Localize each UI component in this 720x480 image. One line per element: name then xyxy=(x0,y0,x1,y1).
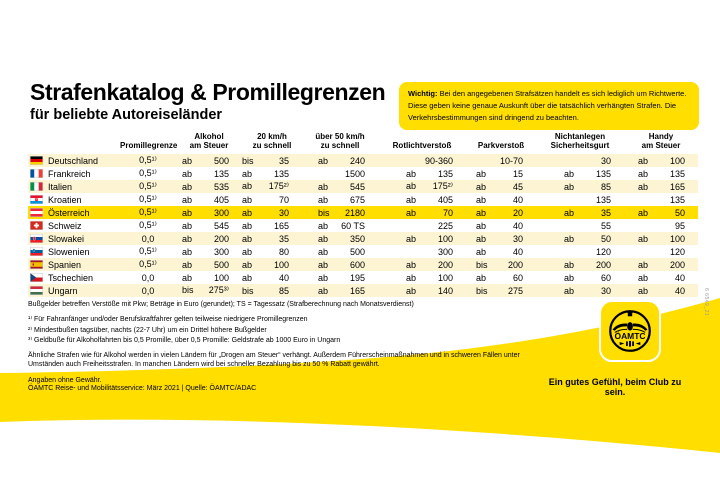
flag-icon-hr xyxy=(30,195,43,204)
important-notice-box xyxy=(399,82,699,130)
cell-country xyxy=(28,286,120,296)
cell-gurt: ab 50 xyxy=(564,233,611,244)
cell-promille: 0,5¹⁾ xyxy=(139,181,157,191)
cell-handy: ab 50 xyxy=(638,207,685,218)
table-row-ch xyxy=(28,219,698,232)
cell-alkohol: bis 275³⁾ xyxy=(182,285,229,295)
cell-kmh20: ab 70 xyxy=(242,194,289,205)
table-header-row xyxy=(28,124,698,152)
cell-handy: 120 xyxy=(669,246,685,257)
cell-country xyxy=(28,169,120,179)
cell-kmh20: bis 85 xyxy=(242,285,289,296)
cell-alkohol: ab 300 xyxy=(182,246,229,257)
column-header: Alkohol am Steuer xyxy=(189,131,229,151)
column-header: Rotlichtverstoß xyxy=(392,141,452,151)
table-row-es xyxy=(28,258,698,271)
table-row-hr xyxy=(28,193,698,206)
country-name: Tschechien xyxy=(48,272,94,283)
cell-promille: 0,5¹⁾ xyxy=(139,194,157,204)
cell-kmh50: ab 60 TS xyxy=(318,220,365,231)
table-row-sk xyxy=(28,232,698,245)
column-header: über 50 km/h zu schnell xyxy=(315,131,365,151)
cell-handy: ab 200 xyxy=(638,259,685,270)
cell-alkohol: ab 300 xyxy=(182,207,229,218)
cell-handy: ab 100 xyxy=(638,233,685,244)
cell-gurt: ab 60 xyxy=(564,272,611,283)
oeamtc-eagle-icon xyxy=(607,308,653,354)
flag-icon-ch xyxy=(30,221,43,230)
cell-alkohol: ab 405 xyxy=(182,194,229,205)
column-header: Nichtanlegen Sicherheitsgurt xyxy=(550,131,610,151)
cell-promille: 0,0 xyxy=(141,233,155,244)
cell-kmh20: ab 135 xyxy=(242,168,289,179)
cell-promille: 0,5¹⁾ xyxy=(139,259,157,269)
cell-country xyxy=(28,195,120,205)
country-name: Slowakei xyxy=(48,233,85,244)
cell-kmh50: ab 350 xyxy=(318,233,365,244)
footnote-3: ³⁾ Geldbuße für Alkoholfahrten bis 0,5 Promille, über 0,5 Promille: Geldstrafe ab 1000 Euro in Ungarn xyxy=(28,336,341,344)
cell-gurt: 135 xyxy=(595,194,611,205)
cell-promille: 0,5¹⁾ xyxy=(139,220,157,230)
country-name: Deutschland xyxy=(48,155,99,166)
cell-handy: 135 xyxy=(669,194,685,205)
cell-handy: ab 100 xyxy=(638,155,685,166)
footnote-intro: Bußgelder betreffen Verstöße mit Pkw; Beträge in Euro (gerundet); TS = Tagessatz (Strafberechnung nach Monatsverdienst) xyxy=(28,301,414,308)
cell-park: ab 20 xyxy=(476,207,523,218)
cell-kmh50: bis 2180 xyxy=(318,207,365,218)
cell-alkohol: ab 100 xyxy=(182,272,229,283)
flag-icon-at xyxy=(30,208,43,217)
cell-kmh50: ab 545 xyxy=(318,181,365,192)
country-name: Schweiz xyxy=(48,220,82,231)
cell-handy: ab 165 xyxy=(638,181,685,192)
column-header-country xyxy=(28,151,120,152)
cell-country xyxy=(28,156,120,166)
cell-promille: 0,5¹⁾ xyxy=(139,168,157,178)
cell-rotlicht: 300 xyxy=(437,246,453,257)
cell-promille: 0,5¹⁾ xyxy=(139,246,157,256)
page-subtitle: für beliebte Autoreiseländer xyxy=(30,107,223,124)
cell-handy: ab 135 xyxy=(638,168,685,179)
cell-rotlicht: ab 135 xyxy=(406,168,453,179)
cell-alkohol: ab 200 xyxy=(182,233,229,244)
table-row-de xyxy=(28,154,698,167)
column-header: Parkverstoß xyxy=(477,141,525,151)
cell-park: ab 60 xyxy=(476,272,523,283)
page-title: Strafenkatalog & Promillegrenzen xyxy=(30,79,386,105)
cell-kmh20: ab 35 xyxy=(242,233,289,244)
cell-country xyxy=(28,234,120,244)
cell-kmh20: bis 35 xyxy=(242,155,289,166)
footnote-1: ¹⁾ Für Fahranfänger und/oder Berufskraftfahrer gelten teilweise niedrigere Promillegrenzen xyxy=(28,316,308,324)
cell-country xyxy=(28,208,120,218)
cell-alkohol: ab 535 xyxy=(182,181,229,192)
notice-label: Wichtig: xyxy=(408,89,438,98)
flag-icon-hu xyxy=(30,286,43,295)
brand-slogan: Ein gutes Gefühl, beim Club zu sein. xyxy=(548,377,682,397)
cell-gurt: ab 135 xyxy=(564,168,611,179)
cell-kmh20: ab 40 xyxy=(242,272,289,283)
cell-park: bis 275 xyxy=(476,285,523,296)
country-name: Slowenien xyxy=(48,246,90,257)
cell-gurt: ab 200 xyxy=(564,259,611,270)
country-name: Kroatien xyxy=(48,194,82,205)
country-name: Ungarn xyxy=(48,285,78,296)
table-row-it xyxy=(28,180,698,193)
column-header: Handy am Steuer xyxy=(641,131,681,151)
table-row-cz xyxy=(28,271,698,284)
cell-kmh20: ab 175²⁾ xyxy=(242,181,289,191)
cell-rotlicht: 90-360 xyxy=(424,155,453,166)
disclaimer: Angaben ohne Gewähr. xyxy=(28,376,102,384)
cell-gurt: ab 85 xyxy=(564,181,611,192)
cell-kmh20: ab 100 xyxy=(242,259,289,270)
country-name: Spanien xyxy=(48,259,82,270)
column-header: Promillegrenze xyxy=(120,141,178,151)
cell-kmh20: ab 30 xyxy=(242,207,289,218)
cell-promille: 0,0 xyxy=(141,285,155,296)
cell-rotlicht: ab 100 xyxy=(406,233,453,244)
table-row-fr xyxy=(28,167,698,180)
cell-promille: 0,5¹⁾ xyxy=(139,155,157,165)
cell-kmh50: ab 500 xyxy=(318,246,365,257)
similar-penalties-paragraph: Ähnliche Strafen wie für Alkohol werden in vielen Ländern für „Drogen am Steuer“ verhängt. Außerdem Führerscheinmaßnahmen und in schweren Fällen unter Umständen auch Freiheitsstrafen. In manchen Ländern wird bei schneller Bezahlung bis zu 50 % Rabatt gewährt. xyxy=(28,352,520,368)
cell-kmh50: ab 240 xyxy=(318,155,365,166)
cell-gurt: ab 30 xyxy=(564,285,611,296)
country-name: Österreich xyxy=(48,207,90,218)
flag-icon-cz xyxy=(30,273,43,282)
cell-handy: 95 xyxy=(674,220,685,231)
cell-handy: ab 40 xyxy=(638,272,685,283)
notice-text: Bei den angegebenen Strafsätzen handelt es sich lediglich um Richtwerte. Diese geben keine genaue Auskunft über die tatsächlich verhängten Strafen. Die Verkehrsbestimmungen sind dringend zu beachten. xyxy=(408,89,687,122)
print-code: 6 6549_21 xyxy=(703,288,709,317)
cell-rotlicht: ab 200 xyxy=(406,259,453,270)
cell-kmh50: ab 165 xyxy=(318,285,365,296)
cell-kmh50: 1500 xyxy=(344,168,365,179)
cell-country xyxy=(28,260,120,270)
cell-park: ab 40 xyxy=(476,220,523,231)
cell-park: 10-70 xyxy=(499,155,523,166)
cell-alkohol: ab 545 xyxy=(182,220,229,231)
cell-alkohol: ab 500 xyxy=(182,155,229,166)
table-body xyxy=(28,154,698,297)
column-header: 20 km/h zu schnell xyxy=(252,131,292,151)
cell-park: ab 40 xyxy=(476,246,523,257)
cell-promille: 0,0 xyxy=(141,272,155,283)
cell-handy: ab 40 xyxy=(638,285,685,296)
flag-icon-sk xyxy=(30,234,43,243)
table-row-hu xyxy=(28,284,698,297)
cell-rotlicht: ab 70 xyxy=(406,207,453,218)
cell-country xyxy=(28,247,120,257)
flag-icon-si xyxy=(30,247,43,256)
source-line: ÖAMTC Reise- und Mobilitätsservice: März 2021 | Quelle: ÖAMTC/ADAC xyxy=(28,384,257,392)
cell-park: ab 45 xyxy=(476,181,523,192)
cell-gurt: ab 35 xyxy=(564,207,611,218)
cell-kmh20: ab 80 xyxy=(242,246,289,257)
cell-kmh50: ab 600 xyxy=(318,259,365,270)
flag-icon-fr xyxy=(30,169,43,178)
cell-rotlicht: 225 xyxy=(437,220,453,231)
cell-country xyxy=(28,182,120,192)
cell-park: ab 15 xyxy=(476,168,523,179)
oeamtc-logo xyxy=(599,300,661,362)
cell-gurt: 120 xyxy=(595,246,611,257)
flag-icon-es xyxy=(30,260,43,269)
flag-icon-it xyxy=(30,182,43,191)
cell-gurt: 30 xyxy=(600,155,611,166)
cell-park: ab 30 xyxy=(476,233,523,244)
cell-alkohol: ab 135 xyxy=(182,168,229,179)
flag-icon-de xyxy=(30,156,43,165)
cell-rotlicht: ab 405 xyxy=(406,194,453,205)
cell-kmh50: ab 195 xyxy=(318,272,365,283)
cell-rotlicht: ab 175²⁾ xyxy=(406,181,453,191)
cell-promille: 0,5¹⁾ xyxy=(139,207,157,217)
cell-country xyxy=(28,221,120,231)
cell-park: ab 40 xyxy=(476,194,523,205)
table-row-at xyxy=(28,206,698,219)
footnote-2: ²⁾ Mindestbußen tagsüber, nachts (22-7 Uhr) um ein Drittel höhere Bußgelder xyxy=(28,326,267,334)
country-name: Italien xyxy=(48,181,73,192)
cell-park: bis 200 xyxy=(476,259,523,270)
cell-country xyxy=(28,273,120,283)
cell-rotlicht: ab 100 xyxy=(406,272,453,283)
cell-gurt: 55 xyxy=(600,220,611,231)
logo-text: ÖAMTC xyxy=(614,330,646,341)
cell-kmh50: ab 675 xyxy=(318,194,365,205)
fines-table xyxy=(28,124,698,297)
country-name: Frankreich xyxy=(48,168,91,179)
cell-alkohol: ab 500 xyxy=(182,259,229,270)
cell-kmh20: ab 165 xyxy=(242,220,289,231)
title-block xyxy=(30,80,385,123)
cell-rotlicht: ab 140 xyxy=(406,285,453,296)
table-row-si xyxy=(28,245,698,258)
